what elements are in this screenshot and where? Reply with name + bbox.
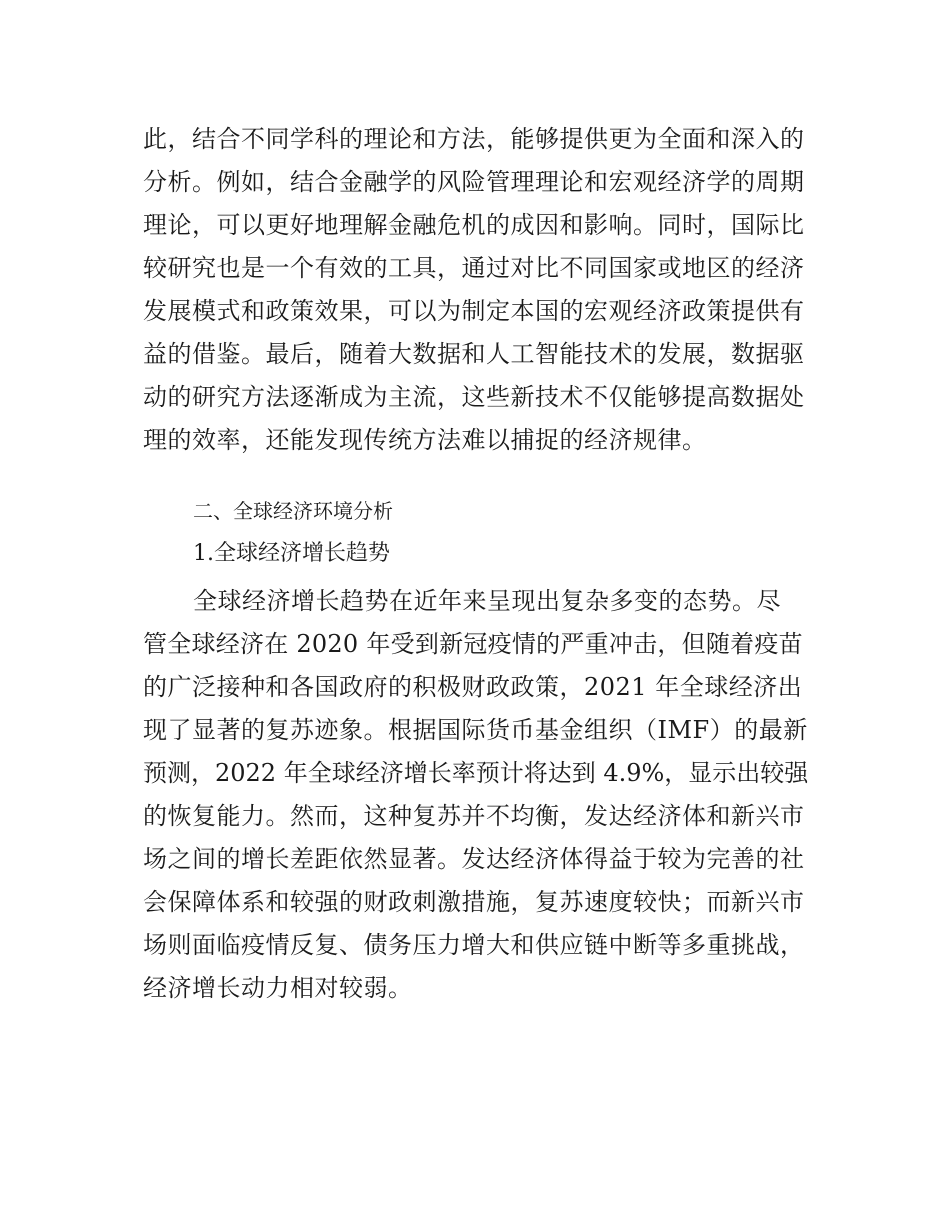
paragraph-line: 理论，可以更好地理解金融危机的成因和影响。同时，国际比	[143, 211, 805, 239]
paragraph-line: 发展模式和政策效果，可以为制定本国的宏观经济政策提供有	[143, 297, 805, 325]
paragraph-line: 现了显著的复苏迹象。根据国际货币基金组织（IMF）的最新	[143, 716, 808, 744]
section-heading: 二、全球经济环境分析	[193, 499, 393, 523]
paragraph-line: 管全球经济在 2020 年受到新冠疫情的严重冲击，但随着疫苗	[143, 630, 803, 658]
paragraph-line: 会保障体系和较强的财政刺激措施，复苏速度较快；而新兴市	[143, 888, 805, 916]
paragraph-line: 全球经济增长趋势在近年来呈现出复杂多变的态势。尽	[193, 587, 781, 615]
subsection-heading: 1.全球经济增长趋势	[193, 541, 390, 566]
paragraph-line: 益的借鉴。最后，随着大数据和人工智能技术的发展，数据驱	[143, 340, 805, 368]
paragraph-line: 预测，2022 年全球经济增长率预计将达到 4.9%，显示出较强	[143, 759, 809, 787]
paragraph-line: 场之间的增长差距依然显著。发达经济体得益于较为完善的社	[143, 845, 805, 873]
paragraph-line: 经济增长动力相对较弱。	[143, 974, 413, 1002]
paragraph-line: 较研究也是一个有效的工具，通过对比不同国家或地区的经济	[143, 254, 805, 282]
paragraph-line: 场则面临疫情反复、债务压力增大和供应链中断等多重挑战，	[143, 931, 805, 959]
paragraph-line: 此，结合不同学科的理论和方法，能够提供更为全面和深入的	[143, 125, 805, 153]
paragraph-line: 理的效率，还能发现传统方法难以捕捉的经济规律。	[143, 426, 707, 454]
paragraph-line: 分析。例如，结合金融学的风险管理理论和宏观经济学的周期	[143, 168, 805, 196]
paragraph-line: 的广泛接种和各国政府的积极财政政策，2021 年全球经济出	[143, 673, 803, 701]
paragraph-line: 动的研究方法逐渐成为主流，这些新技术不仅能够提高数据处	[143, 383, 805, 411]
paragraph-line: 的恢复能力。然而，这种复苏并不均衡，发达经济体和新兴市	[143, 802, 805, 830]
